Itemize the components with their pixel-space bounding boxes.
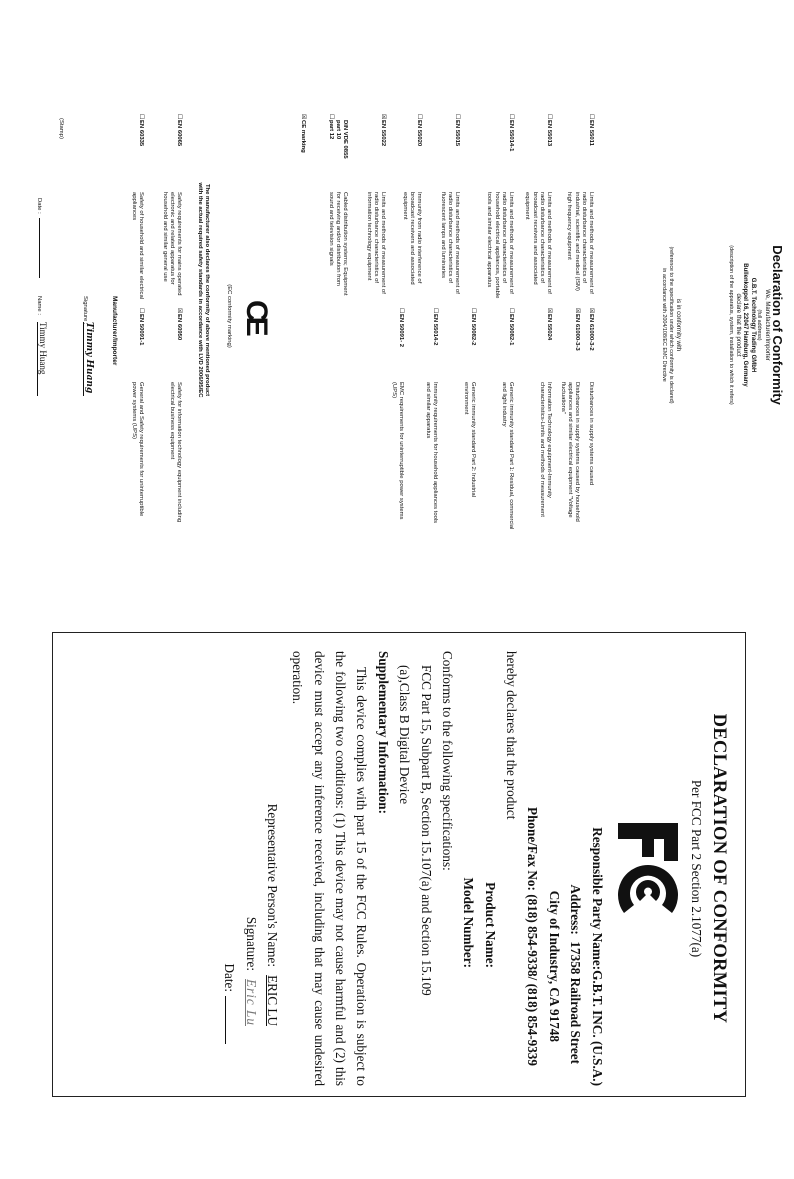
fcc-date-row [219, 651, 240, 1086]
unchecked-box-icon: ☐ [432, 308, 438, 314]
left-std-code-3 [453, 114, 460, 188]
left-std-code-5 [379, 114, 386, 188]
right-std-code-5 [431, 308, 438, 380]
lvd-right-desc-1: General and Safety requirements for uninterruptible power systems (UPS) [130, 382, 144, 517]
fcc-spec-2: (a),Class B Digital Device [397, 665, 413, 805]
eu-conformity: is in conformity with [675, 298, 682, 352]
left-std-code-7 [299, 114, 306, 188]
left-std-code-2 [507, 114, 514, 188]
fcc-supplementary: Supplementary Information: [375, 651, 391, 815]
right-std-code-label: EN 55014-2 [432, 314, 438, 346]
lvd-right-desc-0: Safety for information technology equipment including electrical business equipment [168, 382, 182, 523]
right-std-code-3 [507, 308, 514, 380]
left-std-code-label: EN 55015 [454, 120, 460, 147]
left-std-code-label: EN 55011 [588, 120, 594, 146]
lvd-left-code-label: EN 60335 [138, 120, 144, 147]
left-std-code-label: CE marking [300, 120, 306, 153]
unchecked-box-icon: ☐ [138, 308, 144, 314]
fcc-phone-label: Phone/Fax No: [525, 807, 541, 891]
right-std-desc-0: Disturbances in supply systems caused [588, 382, 594, 486]
left-std-desc-5: Limits and methods of measurement of radio disturbance characteristics of information technology equipment [365, 192, 386, 294]
checked-box-icon: ☒ [300, 114, 306, 120]
signature-line [83, 322, 93, 396]
fcc-logo-svg [614, 821, 682, 917]
ce-caption: (EC conformity marking) [226, 284, 232, 348]
eu-company: G.B.T. Technology Trading GMbH [749, 277, 756, 373]
fcc-party-value: G.B.T. INC. (U.S.A.) [589, 970, 605, 1086]
fcc-subtitle: Per FCC Part 2 Section 2.1077(a) [688, 779, 704, 958]
right-std-desc-1: Disturbances in supply systems caused by household appliances and similar electrical equipment "Voltage fluctuations" [559, 382, 580, 522]
unchecked-box-icon: ☐ [508, 114, 514, 120]
lvd-left-desc-1: Safety of household and similar electrical appliances [130, 192, 144, 300]
right-std-code-label: EN 50082-2 [470, 314, 476, 346]
right-std-desc-6: EMC requirements for uninterruptible power systems (UPS) [390, 382, 404, 520]
unchecked-box-icon: ☐ [508, 308, 514, 314]
unchecked-box-icon: ☐ [327, 114, 334, 120]
unchecked-box-icon: ☐ [588, 114, 594, 120]
fcc-party-row [586, 651, 607, 1086]
left-std-code-0 [587, 114, 594, 188]
unchecked-box-icon: ☐ [176, 114, 182, 120]
eu-description-note: (description of the apparatus, system, installation to which it refers) [727, 245, 734, 405]
left-std-desc-6: Cabled distribution systems; Equipment for receiving and/or distribution from sound and television signals [327, 192, 348, 296]
lvd-left-desc-0: Safety requirements for mains operated electronic and related apparatus for household and similar general use [161, 192, 182, 296]
right-std-desc-3: Generic immunity standard Part 1: Residual, commercial and light industry [500, 382, 514, 530]
eu-header [661, 114, 784, 536]
lvd-left-code-0 [175, 114, 182, 188]
unchecked-box-icon: ☐ [138, 114, 144, 120]
left-std-desc-4: Immunity from radio interference of broadcast receivers and associated equipment [401, 192, 422, 285]
right-std-code-label: EN 50082-1 [508, 314, 514, 346]
name-label: Name : [36, 296, 42, 315]
eu-reference-note: (reference to the specification under which conformity is declared) [667, 246, 674, 404]
fcc-signature-row [240, 651, 261, 1086]
date-label: Date : [36, 198, 42, 214]
fcc-phone-value: (818) 854-9338/ (818) 854-9339 [525, 894, 541, 1066]
right-std-code-0 [587, 308, 594, 380]
left-std-code-label: EN 55022 [380, 120, 386, 147]
fcc-phone-row [522, 651, 543, 1086]
unchecked-box-icon: ☐ [416, 114, 422, 120]
right-std-code-label: EN 61000-3-3 [574, 314, 580, 351]
eu-declaration [0, 100, 794, 550]
fcc-product-label: Product Name: [482, 882, 498, 968]
fcc-address-value: 17358 Railroad Street [568, 941, 584, 1064]
fcc-conforms: Conforms to the following specifications: [439, 651, 455, 871]
left-std-code-label: EN 55020 [416, 120, 422, 147]
right-std-code-4 [469, 308, 476, 380]
right-std-desc-4: Generic immunity standard Part 2: Industrial environment [462, 382, 476, 497]
left-std-code-6 [326, 114, 348, 188]
fcc-rep-label: Representative Person's Name: [264, 803, 280, 968]
fcc-model-label: Model Number: [461, 877, 477, 968]
eu-full-address-note: (full address) [756, 309, 763, 341]
eu-also-declares-1: The manufacturer also declares the conformity of above mentioned product [204, 183, 210, 397]
eu-we: We, Manufacturer/Importer [763, 289, 770, 361]
fcc-date-label: Date: [222, 963, 238, 992]
fcc-party-label: Responsible Party Name: [589, 827, 605, 971]
checked-box-icon: ☒ [546, 308, 552, 314]
unchecked-box-icon: ☐ [546, 114, 552, 120]
fcc-city: City of Industry, CA 91748 [546, 890, 562, 1042]
unchecked-box-icon: ☐ [454, 114, 460, 120]
left-std-code-label: EN 55014-1 [508, 120, 514, 152]
left-std-code-label: EN 55013 [546, 120, 552, 147]
left-std-desc-0: Limits and methods of measurement of radio disturbance characteristics of industrial, scientific and medical (ISM) high frequency equipment [566, 192, 594, 294]
left-std-code-1 [545, 114, 552, 188]
lvd-right-code-1 [137, 308, 144, 380]
right-std-code-2 [545, 308, 552, 380]
unchecked-box-icon: ☐ [398, 308, 404, 314]
name-line [37, 322, 47, 396]
left-std-code-4 [415, 114, 422, 188]
fcc-logo-icon [614, 651, 682, 1086]
left-std-desc-2: Limits and methods of measurement of radio disturbance characteristics of household electrical appliances, portable tools and similar electrical apparatus [486, 192, 514, 299]
checked-box-icon: ☒ [574, 308, 580, 314]
lvd-right-code-label: EN 50091-1 [138, 314, 144, 346]
lvd-left-code-label: EN 60065 [176, 120, 182, 147]
name-value: Timmy Huang [38, 322, 48, 375]
right-std-code-label: EN 50091- 2 [398, 314, 404, 348]
date-line [39, 218, 49, 278]
lvd-left-code-1 [137, 114, 144, 188]
checked-box-icon: ☒ [380, 114, 386, 120]
eu-signature-script: Timmy Huang [84, 322, 94, 394]
fcc-address-label: Address: [568, 884, 584, 935]
fcc-spec-1: FCC Part 15, Subpart B, Section 15.107(a) and Section 15.109 [418, 665, 434, 996]
stamp-label: (Stamp) [58, 118, 64, 139]
fcc-signature-value: Eric Lu [243, 979, 259, 1026]
left-std-code-label: DIN VDE 0855 part 10 part 12 [327, 120, 348, 159]
unchecked-box-icon: ☐ [470, 308, 476, 314]
fcc-title: DECLARATION OF CONFORMITY [709, 713, 729, 1024]
eu-title: Declaration of Conformity [770, 245, 785, 405]
fcc-address-row [565, 651, 586, 1086]
right-std-code-label: EN 61000-3-2 [588, 314, 594, 351]
left-std-desc-3: Limits and methods of measurement of radio disturbance characteristics of fluorescent lamps and luminaries [439, 192, 460, 294]
ce-mark-icon: CE [240, 300, 273, 332]
right-std-code-label: EN 55024 [546, 314, 552, 341]
checked-box-icon: ☒ [176, 308, 182, 314]
right-std-desc-5: Immunity requirements for household appliances tools and similar apparatus [424, 382, 438, 524]
lvd-right-code-0 [175, 308, 182, 380]
checked-box-icon: ☒ [588, 308, 594, 314]
right-std-code-1 [573, 308, 580, 380]
fcc-date-line [225, 996, 240, 1044]
eu-directive: in accordance with 2004/108/EC EMC Directive [661, 268, 668, 382]
eu-declare: declare that the product [735, 293, 742, 357]
signature-label: Signature : [82, 296, 88, 325]
fcc-info: This device complies with part 15 of the FCC Rules. Operation is subject to the following two conditions: (1) This device may not cause harmful and (2) this device must accept any inference received, including that may cause undesired operation. [290, 651, 370, 1086]
fcc-rep-row [262, 651, 283, 1086]
lvd-right-code-label: EN 60950 [176, 314, 182, 341]
fcc-declares: hereby declares that the product [504, 651, 520, 820]
left-std-desc-1: Limits and methods of measurement of radio disturbance characteristics of broadcast receivers and associated equipment [524, 192, 552, 294]
eu-also-declares-2: with the actual required safety standards in accordance with LVD 2006/95/EC [197, 182, 203, 398]
eu-address: Bullenkoppel 16, 22047 Hamburg, Germany [742, 263, 749, 387]
right-std-code-6 [397, 308, 404, 380]
fcc-rep-value: ERIC LU [264, 975, 280, 1026]
fcc-signature-label: Signature: [243, 916, 259, 972]
right-std-desc-2: Information Technology equipment-Immunity characteristics-Limits and methods of measurement [538, 382, 552, 517]
fcc-declaration [52, 632, 746, 1097]
manufacturer-label: Manufacturer/Importer [111, 296, 118, 366]
